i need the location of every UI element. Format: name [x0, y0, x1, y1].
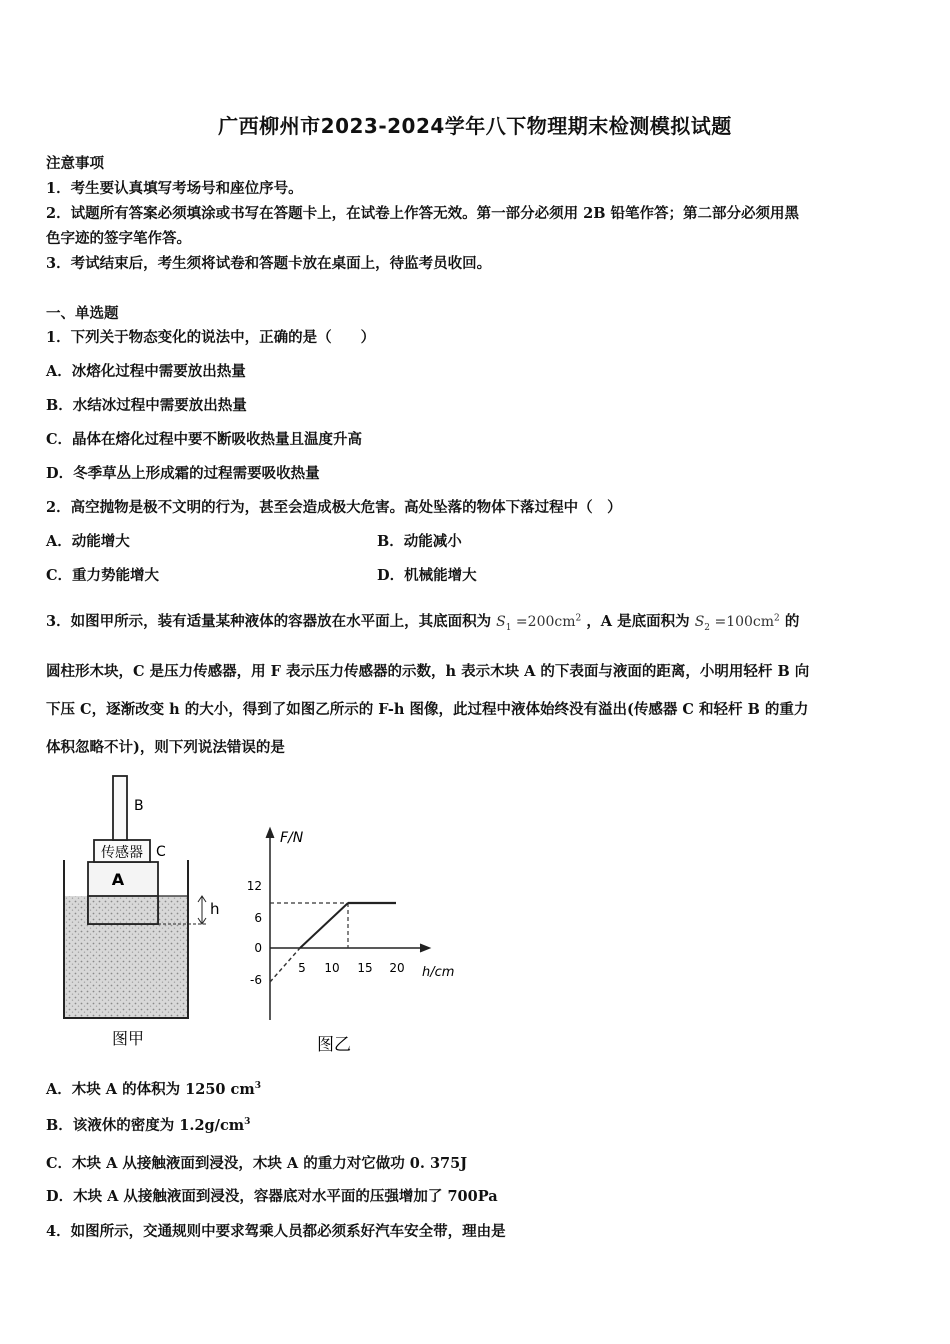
fh-graph	[247, 828, 455, 1055]
question-2-option-a: A．动能增大	[46, 533, 130, 550]
sensor-text: 传感器	[101, 845, 143, 861]
y-axis-label: F/N	[280, 830, 304, 846]
notice-item: 2．试题所有答案必须填涂或书写在答题卡上，在试卷上作答无效。第一部分必须用 2B 铅笔作答；第二部分必须用黑	[46, 205, 800, 222]
question-3-line-3: 下压 C，逐渐改变 h 的大小，得到了如图乙所示的 F-h 图像，此过程中液体始终没有溢出(传感器 C 和轻杆 B 的重力	[46, 701, 809, 718]
superscript: 3	[254, 1081, 261, 1092]
exponent: 2	[774, 613, 780, 624]
diagram-container	[64, 776, 220, 1048]
notice-item: 色字迹的签字笔作答。	[46, 230, 191, 247]
question-3-line-1	[46, 610, 799, 633]
subscript: 2	[704, 622, 711, 633]
figure-svg	[56, 768, 476, 1060]
exponent: 2	[575, 613, 582, 624]
y-tick-6: 6	[254, 911, 262, 925]
symbol: S	[694, 614, 705, 630]
question-3-option-c: C．木块 A 从接触液面到浸没，木块 A 的重力对它做功 0. 375J	[46, 1155, 468, 1172]
question-1-option-d: D．冬季草丛上形成霜的过程需要吸收热量	[46, 465, 320, 482]
y-tick-0: 0	[254, 941, 262, 955]
rod-b-icon	[113, 776, 127, 840]
caption-left: 图甲	[111, 1029, 145, 1048]
depth-label: h	[210, 900, 220, 918]
q3-text: 3．如图甲所示，装有适量某种液体的容器放在水平面上，其底面积为	[46, 613, 492, 630]
x-tick-20: 20	[389, 961, 405, 975]
x-tick-5: 5	[298, 961, 306, 975]
question-2-stem: 2．高空抛物是极不文明的行为，甚至会造成极大危害。高处坠落的物体下落过程中（ ）	[46, 499, 622, 516]
subscript: 1	[505, 622, 512, 633]
y-tick-neg6: -6	[250, 973, 262, 987]
x-axis-label: h/cm	[422, 965, 455, 980]
question-4-stem: 4．如图所示，交通规则中要求驾乘人员都必须系好汽车安全带，理由是	[46, 1223, 506, 1240]
question-1-option-c: C．晶体在熔化过程中要不断吸收热量且温度升高	[46, 431, 363, 448]
page-title: 广西柳州市2023-2024学年八下物理期末检测模拟试题	[218, 114, 732, 138]
notice-item: 1．考生要认真填写考场号和座位序号。	[46, 180, 303, 197]
x-axis-arrow-icon	[420, 944, 430, 952]
question-3-figure	[56, 768, 476, 1064]
option-text: A．木块 A 的体积为 1250 cm	[46, 1081, 255, 1098]
sensor-label: C	[156, 844, 166, 860]
value: =200cm	[511, 614, 576, 630]
notice-item: 3．考试结束后，考生须将试卷和答题卡放在桌面上，待监考员收回。	[46, 255, 492, 272]
option-text: B．该液休的密度为 1.2g/cm	[46, 1117, 245, 1134]
x-tick-15: 15	[357, 961, 373, 975]
q3-text: 的	[784, 613, 800, 630]
question-2-option-d: D．机械能增大	[377, 567, 477, 584]
rising-segment	[300, 903, 348, 948]
rod-label: B	[134, 798, 144, 814]
superscript: 3	[244, 1117, 251, 1128]
question-2-option-b: B．动能减小	[377, 533, 462, 550]
y-axis-arrow-icon	[266, 828, 274, 838]
block-label: A	[111, 870, 125, 889]
question-3-line-4: 体积忽略不计)，则下列说法错误的是	[46, 739, 285, 756]
question-1-option-a: A．冰熔化过程中需要放出热量	[46, 363, 246, 380]
x-tick-10: 10	[324, 961, 340, 975]
question-3-line-2: 圆柱形木块，C 是压力传感器，用 F 表示压力传感器的示数，h 表示木块 A 的下表面与液面的距离，小明用轻杆 B 向	[46, 663, 810, 680]
question-3-option-a	[46, 1078, 261, 1099]
section-heading: 一、单选题	[46, 305, 119, 322]
y-tick-12: 12	[246, 879, 262, 893]
symbol: S	[496, 614, 506, 630]
value: =100cm	[710, 614, 775, 630]
question-1-option-b: B．水结冰过程中需要放出热量	[46, 397, 247, 414]
question-2-option-c: C．重力势能增大	[46, 567, 160, 584]
question-1-stem: 1．下列关于物态变化的说法中，正确的是（ ）	[46, 329, 376, 346]
q3-text: ，A 是底面积为	[586, 613, 690, 630]
area-s2-formula	[694, 613, 780, 633]
area-s1-formula	[496, 613, 582, 633]
caption-right: 图乙	[317, 1035, 351, 1055]
block-a-submerged	[88, 896, 158, 924]
extrapolation-line	[270, 948, 300, 982]
notice-heading: 注意事项	[46, 155, 104, 172]
question-3-option-d: D．木块 A 从接触液面到浸没，容器底对水平面的压强增加了 700Pa	[46, 1188, 498, 1205]
question-3-option-b	[46, 1114, 250, 1135]
